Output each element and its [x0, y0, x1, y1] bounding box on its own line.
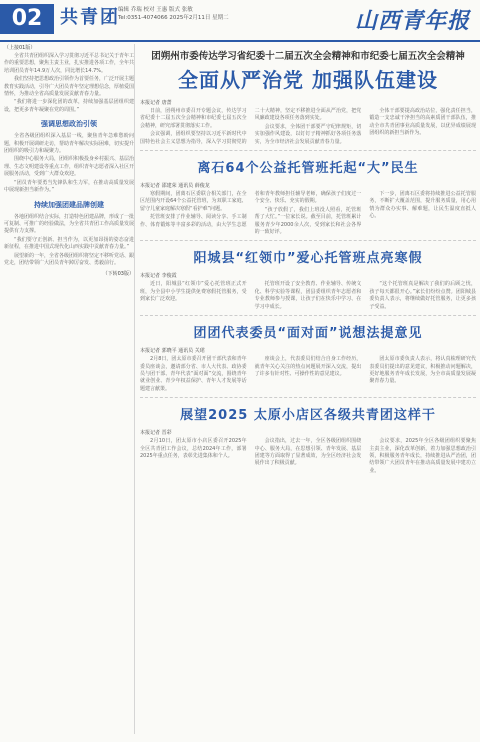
masthead: [0, 0, 480, 42]
masthead-meta: [118, 6, 229, 22]
paragraph: 2月8日，团太原市委召开团干部代表和青年委员座谈会，邀请部分省、市人大代表、政协委员与团干部、青年代表“面对面”交流，围绕青年就业创业、青少年权益保护、青年人才发展等话题建言献策。: [140, 356, 247, 392]
continue-note: （下转03版）: [102, 271, 134, 278]
article-headline: 离石64个公益托管班托起“大”民生: [197, 161, 419, 177]
left-body-3: [4, 214, 134, 268]
subhead-2: 持续加强团建品牌创建: [34, 200, 104, 209]
paragraph: 近日，阳城县“红领巾”爱心托管班正式开班，为全县中小学生提供免费寒假托管服务，受到家长广泛欢迎。: [140, 281, 247, 303]
article-body: [140, 356, 476, 393]
article-byline: 本报记者 晋彩: [140, 430, 172, 437]
article-xiaodian: [140, 404, 476, 479]
article-byline: 本报记者 唐蔷: [140, 100, 172, 106]
paragraph: 展望新的一年，全省各级团组织将坚定不移听党话、跟党走，团结带领广大团员青年踔厉奋发、勇毅前行。: [4, 252, 135, 266]
paragraph: 各地团组织结合实际，打造特色团建品牌，形成了一批可复制、可推广的经验做法，为全省共青团工作高质量发展提供有力支撑。: [4, 213, 135, 235]
left-body-1: [4, 53, 134, 114]
article-yangcheng: [140, 247, 476, 316]
article-headline: 团团代表委员“面对面”说想法提意见: [193, 326, 423, 342]
paragraph: 2月10日，团太原市小店区委召开2025年全区共青团工作会议，总结2024年工作，部署2025年重点任务，表彰先进集体和个人。: [140, 438, 247, 459]
article-face-to-face: [140, 322, 476, 398]
paragraph: 寒假期间，团离石区委联合相关部门，在全区范围内开设64个公益托管班，为双职工家庭、留守儿童家庭解决寒假“看护难”问题。: [140, 191, 247, 212]
right-column: [140, 44, 476, 734]
continued-from: （上接01版）: [4, 45, 36, 51]
article-headline: 展望2025 太原小店区各级共青团这样干: [180, 408, 436, 424]
paragraph: 下一步，团离石区委将持续推进公益托管服务，不断扩大覆盖范围，提升服务质量，用心用情为群众办实事、解难题，让民生温度直抵人心。: [369, 191, 476, 220]
paragraph: 全省共青团组织深入学习贯彻习近平总书记关于青年工作的重要思想，聚焦主责主业，扎实推进各项工作，全年共培训团员青年14.9万人次，同比增长14.7%。: [4, 53, 135, 74]
page-number: 02: [0, 4, 54, 34]
paragraph: 全省各级团组织深入基层一线，聚焦青年急难愁盼问题，积极开展调研走访，帮助青年解决实际困难，切实提升团组织的吸引力和凝聚力。: [4, 133, 135, 155]
article-body: [140, 281, 476, 311]
paragraph: 会议指出，过去一年，全区各级团组织围绕中心、服务大局，在思想引领、青年发展、基层团建等方面取得了显著成效，为全区经济社会发展作出了积极贡献。: [254, 438, 362, 467]
paragraph: “我们要守正创新、担当作为，以更加昂扬的姿态奋进新征程，在推进中国式现代化山西实践中贡献青春力量。”: [4, 236, 134, 251]
paragraph: “孩子放假了，我们上班没人照看，托管班帮了大忙。”一位家长说。截至目前，托管班累计服务青少年2000余人次，受到家长和社会各界的一致好评。: [254, 206, 362, 236]
paragraph: 托管班安排了作业辅导、阅读分享、手工制作、体育锻炼等丰富多彩的活动，由大学生志愿者和青年教师担任辅导老师，确保孩子们度过一个安全、快乐、充实的假期。: [140, 191, 362, 228]
paragraph: 围绕中心服务大局，团组织积极投身乡村振兴、基层治理、生态文明建设等重点工作，组织青年志愿者深入社区开展服务活动，受到广大群众欢迎。: [4, 156, 135, 178]
editors-line: 编辑 乔瑞 校对 王惠 版式 张敏: [118, 7, 193, 13]
paragraph: “团员青年要勇当先锋队和生力军，在推动高质量发展中展现新担当新作为。”: [4, 179, 134, 194]
tel-date-line: Tel:0351-4074066 2025年2月11日 星期二: [118, 15, 229, 21]
article-body: [140, 108, 476, 146]
paragraph: 团太原市委负责人表示，将认真梳理研究代表委员们提出的意见建议，积极推动问题解决，更好地服务青年成长发展，为全市高质量发展凝聚青春力量。: [369, 356, 476, 385]
article-shuozhou: [140, 48, 476, 151]
article-body: [140, 438, 476, 475]
article-byline: 本报记者 李俊霞: [140, 273, 177, 280]
section-title: 共青团: [60, 7, 120, 28]
left-body-2: [4, 133, 134, 194]
paragraph: “这个托管班真是解决了我们的后顾之忧，孩子每天都很开心。”家长们纷纷点赞。团阳城县委负责人表示，将继续做好托管服务，让更多孩子受益。: [369, 281, 476, 310]
subhead-1: 强调思想政治引领: [41, 120, 97, 129]
paragraph: 我们坚持把思想政治引领作为首要任务，广泛开展主题教育实践活动，引导广大团员青年坚定理想信念，厚植爱国情怀，为推动全省高质量发展贡献青春力量。: [4, 76, 135, 98]
paragraph: “我们将进一步深化团的改革，持续加强基层团组织建设，把更多青年凝聚在党的周围。”: [4, 99, 134, 113]
left-column: [4, 44, 135, 734]
article-lishi: [140, 157, 476, 241]
paragraph: 会议要求，2025年全区各级团组织要聚焦主责主业，深化改革创新，着力加强思想政治引领，积极服务青年成长，持续推进从严治团，团结带领广大团员青年在推动高质量发展中建功立业。: [369, 438, 476, 474]
newspaper-logo: 山西青年报: [354, 8, 470, 34]
article-byline: 本报记者 邵建荣 通讯员 薛俊龙: [140, 183, 210, 190]
paragraph: 座谈会上，代表委员们结合自身工作经历，就青年关心关注的热点问题展开深入交流，提出了许多有针对性、可操作性的意见建议。: [254, 356, 362, 377]
article-body: [140, 191, 476, 236]
paragraph: 日前，团朔州市委召开专题会议，传达学习省纪委十二届五次全会精神和市纪委七届五次全会精神，研究部署贯彻落实工作。: [140, 108, 247, 129]
article-byline: 本报记者 郭晓平 通讯员 关珺: [140, 348, 205, 355]
article-headline: 阳城县“红领巾”爱心托管班点亮寒假: [193, 251, 423, 267]
article-headline: 全面从严治党 加强队伍建设: [178, 68, 438, 92]
article-kicker: 团朔州市委传达学习省纪委十二届五次全会精神和市纪委七届五次全会精神: [151, 51, 465, 62]
paragraph: 会议要求，全体团干部要严守纪律规矩，切实加强作风建设，以钉钉子精神抓好各项任务落实，为全市经济社会发展贡献青春力量。: [254, 123, 362, 145]
paragraph: 托管班开设了安全教育、作业辅导、传统文化、科学实验等课程，团县委组织青年志愿者和专业教师参与授课，让孩子们在快乐中学习、在学习中成长。: [254, 281, 362, 310]
paragraph: 全体干部要提高政治站位，强化责任担当，锻造一支忠诚干净担当的高素质团干部队伍，推动全市共青团事业高质量发展，以优异成绩展现团组织的新担当新作为。: [369, 108, 476, 137]
paragraph: 会议强调，团组织要坚持以习近平新时代中国特色社会主义思想为指导，深入学习贯彻党的二十大精神，坚定不移推进全面从严治党，把党风廉政建设各项任务落到实处。: [140, 108, 362, 145]
